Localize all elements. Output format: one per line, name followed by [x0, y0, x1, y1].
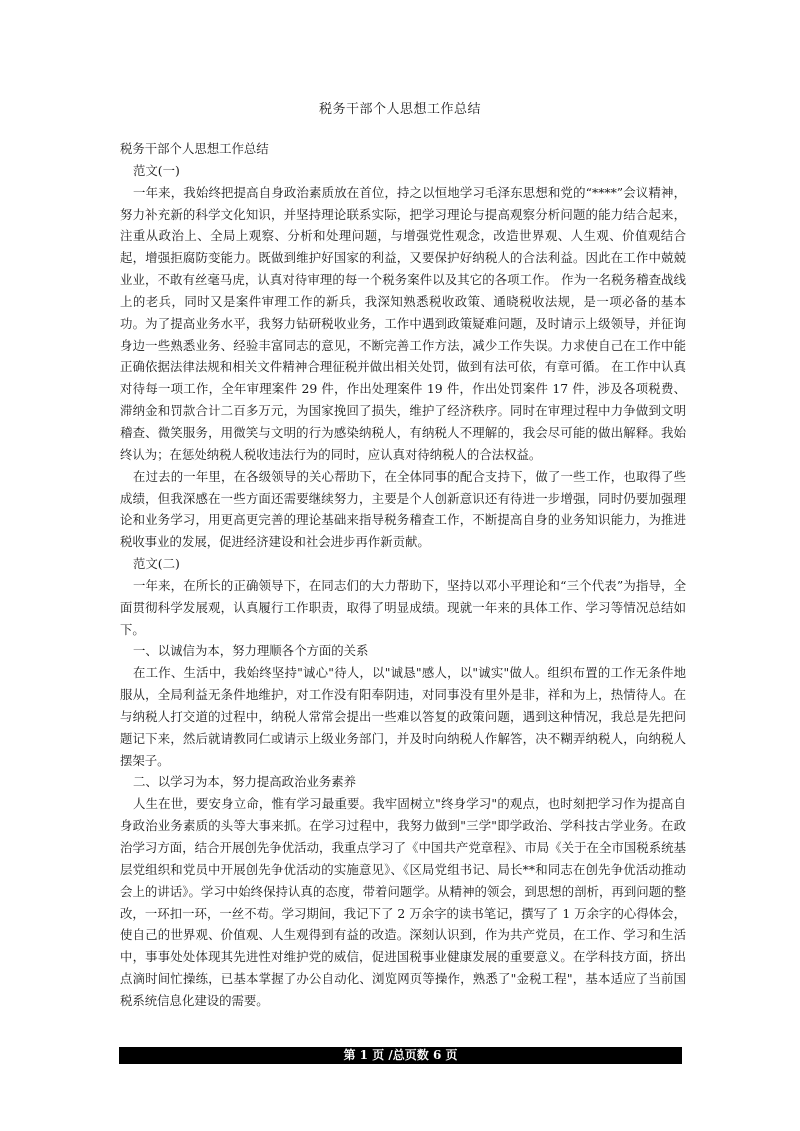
document-title: 税务干部个人思想工作总结 — [318, 102, 481, 117]
paragraph: 范文(一) — [133, 162, 180, 178]
paragraph: 税务干部个人思想工作总结 — [120, 141, 269, 156]
section-heading: 二、以学习为本，努力提高政治业务素养 — [133, 774, 357, 790]
page-number-label: 第 1 页 /总页数 6 页 — [343, 1048, 458, 1062]
paragraph: 一年来，在所长的正确领导下，在同志们的大力帮助下，坚持以邓小平理论和“三个代表”为指导，全面贯彻科学发展观，认真履行工作职责，取得了明显成绩。现就一年来的具体工作、学习等情况总结如下。 — [120, 577, 686, 637]
section-heading: 一、以诚信为本，努力理顺各个方面的关系 — [133, 643, 369, 659]
paragraph: 一年来，我始终把提高自身政治素质放在首位，持之以恒地学习毛泽东思想和党的“****”会议精神，努力补充新的科学文化知识，并坚持理论联系实际，把学习理论与提高观察分析问题的能力结合起来，注重从政治上、全局上观察、分析和处理问题，与增强党性观念，改造世界观、人生观、价值观结合起，增强拒腐防变能力。既做到维护好国家的利益，又要保护好纳税人的合法利益。因此在工作中兢兢业业，不敢有丝毫马虎，认真对待审理的每一个税务案件以及其它的各项工作。 作为一名税务稽查战线上的老兵，同时又是案件审理工作的新兵，我深知熟悉税收政策、通晓税收法规，是一项必备的基本功。为了提高业务水平，我努力钻研税收业务，工作中遇到政策疑难问题，及时请示上级领导，并征询身边一些熟悉业务、经验丰富同志的意见，不断完善工作方法，减少工作失误。力求使自己在工作中能正确依据法律法规和相关文件精神合理征税并做出相关处罚，做到有法可依，有章可循。 在工作中认真对待每一项工作，全年审理案件 29 件，作出处理案件 19 件，作出处罚案件 17 件，涉及各项税费、滞纳金和罚款合计二百多万元，为国家挽回了损失，维护了经济秩序。同时在审理过程中力争做到文明稽查、微笑服务，用微笑与文明的行为感染纳税人，有纳税人不理解的，我会尽可能的做出解释。我始终认为；在惩处纳税人税收违法行为的同时，应认真对待纳税人的合法权益。 — [120, 184, 686, 462]
paragraph: 范文(二) — [133, 556, 180, 572]
document-body — [120, 138, 686, 1012]
paragraph: 在工作、生活中，我始终坚持"诚心"待人，以"诚恳"感人，以"诚实"做人。组织布置的工作无条件地服从，全局利益无条件地维护，对工作没有阳奉阴违，对同事没有里外是非，祥和为上，热情待人。在与纳税人打交道的过程中，纳税人常常会提出一些难以答复的政策问题，遇到这种情况，我总是先把问题记下来，然后就请教同仁或请示上级业务部门，并及时向纳税人作解答，决不糊弄纳税人，向纳税人摆架子。 — [120, 665, 686, 768]
page-footer — [119, 1047, 682, 1064]
paragraph: 在过去的一年里，在各级领导的关心帮助下，在全体同事的配合支持下，做了一些工作，也取得了些成绩，但我深感在一些方面还需要继续努力，主要是个人创新意识还有待进一步增强，同时仍要加强理论和业务学习，用更高更完善的理论基础来指导税务稽查工作，不断提高自身的业务知识能力，为推进税收事业的发展，促进经济建设和社会进步再作新贡献。 — [120, 468, 686, 550]
paragraph: 人生在世，要安身立命，惟有学习最重要。我牢固树立"终身学习"的观点，也时刻把学习作为提高自身政治业务素质的头等大事来抓。在学习过程中，我努力做到"三学"即学政治、学科技古学业务。在政治学习方面，结合开展创先争优活动，我重点学习了《中国共产党章程》、市局《关于在全市国税系统基层党组织和党员中开展创先争优活动的实施意见》、《区局党组书记、局长**和同志在创先争优活动推动会上的讲话》。学习中始终保持认真的态度，带着问题学。从精神的领会，到思想的剖析，再到问题的整改，一环扣一环，一丝不苟。学习期间，我记下了 2 万余字的读书笔记，撰写了 1 万余字的心得体会，使自己的世界观、价值观、人生观得到有益的改造。深刻认识到，作为共产党员，在工作、学习和生活中，事事处处体现其先进性对维护党的威信，促进国税事业健康发展的重要意义。在学科技方面，挤出点滴时间忙操练，已基本掌握了办公自动化、浏览网页等操作，熟悉了"金税工程"，基本适应了当前国税系统信息化建设的需要。 — [120, 796, 686, 1008]
